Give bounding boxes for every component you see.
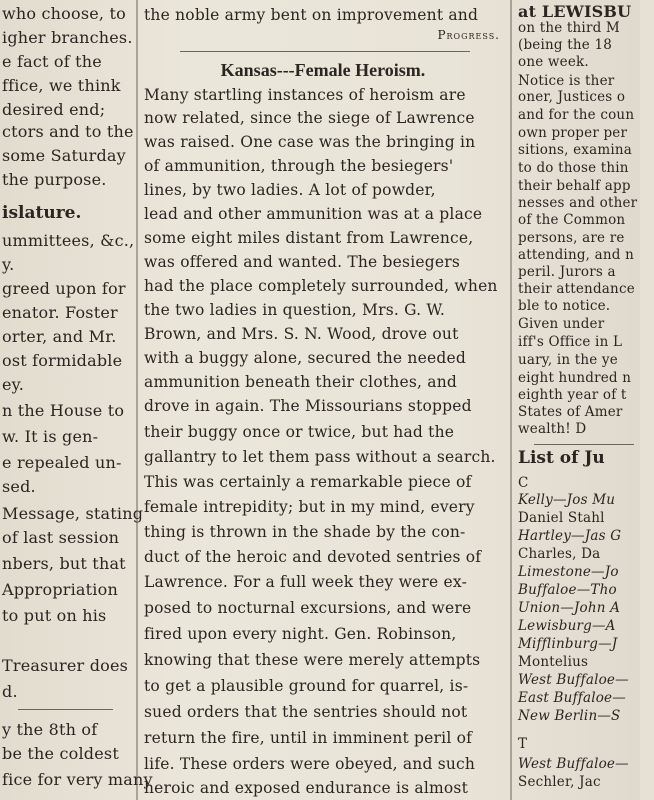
- text-line: ffice, we think: [2, 76, 121, 95]
- text-line: peril. Jurors a: [518, 264, 616, 280]
- text-line: Message, stating: [2, 504, 144, 523]
- text-line: on the third M: [518, 20, 620, 36]
- juror-line: Hartley—Jas G: [518, 528, 622, 544]
- text-line: oner, Justices o: [518, 89, 626, 105]
- juror-line: Union—John A: [518, 600, 621, 616]
- juror-line: Sechler, Jac: [518, 774, 601, 790]
- text-line: to do those thin: [518, 160, 629, 176]
- text-line: their attendance: [518, 281, 635, 297]
- column-rule: [510, 0, 512, 800]
- text-line: return the fire, until in imminent peril of: [144, 729, 473, 747]
- text-line: thing is thrown in the shade by the con-: [144, 523, 466, 541]
- text-line: Given under: [518, 316, 605, 332]
- text-line: their buggy once or twice, but had the: [144, 423, 455, 441]
- text-line: (being the 18: [518, 37, 613, 53]
- text-line: w. It is gen-: [2, 427, 99, 446]
- text-line: e repealed un-: [2, 453, 122, 472]
- text-line: nbers, but that: [2, 554, 126, 573]
- text-line: own proper per: [518, 125, 628, 141]
- text-line: now related, since the siege of Lawrence: [144, 109, 475, 127]
- text-line: T: [518, 736, 528, 752]
- text-line: duct of the heroic and devoted sentries of: [144, 548, 482, 566]
- text-line: fice for very many: [2, 770, 153, 789]
- juror-line: Mifflinburg—J: [518, 636, 618, 652]
- text-line: n the House to: [2, 401, 125, 420]
- text-line: with a buggy alone, secured the needed: [144, 349, 466, 367]
- text-line: to get a plausible ground for quarrel, is-: [144, 677, 469, 695]
- text-line: greed upon for: [2, 279, 126, 298]
- text-line: ctors and to the: [2, 122, 134, 141]
- text-line: ammunition beneath their clothes, and: [144, 373, 458, 391]
- text-line: Brown, and Mrs. S. N. Wood, drove out: [144, 325, 459, 343]
- text-line: y.: [2, 255, 15, 274]
- text-line: heroic and exposed endurance is almost: [144, 779, 469, 797]
- juror-line: Buffaloe—Tho: [518, 582, 617, 598]
- text-line: iff's Office in L: [518, 334, 623, 350]
- text-line: drove in again. The Missourians stopped: [144, 397, 472, 415]
- text-line: Appropriation: [2, 580, 118, 599]
- text-line: e fact of the: [2, 52, 102, 71]
- text-line: of ammunition, through the besiegers': [144, 157, 454, 175]
- text-line: ummittees, &c.,: [2, 231, 135, 250]
- text-line: one week.: [518, 54, 589, 70]
- text-line: eight hundred n: [518, 370, 632, 386]
- text-line: who choose, to: [2, 4, 126, 23]
- text-line: Many startling instances of heroism are: [144, 86, 466, 104]
- text-line: sed.: [2, 477, 36, 496]
- text-line: wealth! D: [518, 421, 587, 437]
- text-line: uary, in the ye: [518, 352, 618, 368]
- right-column: [514, 0, 654, 800]
- article-heading: Kansas---Female Heroism.: [220, 60, 426, 80]
- text-line: of the Common: [518, 212, 626, 228]
- section-heading: islature.: [2, 203, 82, 223]
- text-line: y the 8th of: [2, 720, 98, 739]
- text-line: was raised. One case was the bringing in: [144, 133, 476, 151]
- text-line: This was certainly a remarkable piece of: [144, 473, 472, 491]
- text-line: enator. Foster: [2, 303, 118, 322]
- section-heading: List of Ju: [518, 448, 605, 468]
- text-line: ey.: [2, 375, 25, 394]
- middle-column: [140, 0, 506, 800]
- text-line: nesses and other: [518, 195, 638, 211]
- text-line: Treasurer does: [2, 656, 129, 675]
- text-line: knowing that these were merely attempts: [144, 651, 481, 669]
- article-divider: [180, 51, 470, 52]
- text-line: lines, by two ladies. A lot of powder,: [144, 181, 436, 199]
- text-line: their behalf app: [518, 178, 631, 194]
- text-line: the purpose.: [2, 170, 107, 189]
- left-column: [0, 0, 153, 800]
- text-line: eighth year of t: [518, 387, 627, 403]
- text-line: was offered and wanted. The besiegers: [144, 253, 460, 271]
- text-line: and for the coun: [518, 107, 635, 123]
- text-line: had the place completely surrounded, when: [144, 277, 498, 295]
- text-line: igher branches.: [2, 28, 133, 47]
- text-line: be the coldest: [2, 744, 119, 763]
- text-line: the two ladies in question, Mrs. G. W.: [144, 301, 445, 319]
- text-line: some eight miles distant from Lawrence,: [144, 229, 474, 247]
- text-line: gallantry to let them pass without a search.: [144, 448, 496, 466]
- juror-line: East Buffaloe—: [518, 690, 626, 706]
- juror-line: Charles, Da: [518, 546, 601, 562]
- juror-line: Lewisburg—A: [518, 618, 616, 634]
- juror-line: West Buffaloe—: [518, 672, 629, 688]
- juror-line: Kelly—Jos Mu: [518, 492, 616, 508]
- text-line: desired end;: [2, 100, 106, 119]
- section-divider: [534, 444, 634, 445]
- signature: Progress.: [437, 28, 500, 42]
- juror-line: Montelius: [518, 654, 589, 670]
- text-line: C: [518, 475, 529, 491]
- text-line: States of Amer: [518, 404, 623, 420]
- text-line: Notice is ther: [518, 73, 615, 89]
- juror-line: New Berlin—S: [518, 708, 621, 724]
- text-line: sued orders that the sentries should not: [144, 703, 468, 721]
- text-line: sitions, examina: [518, 142, 633, 158]
- text-line: persons, are re: [518, 230, 625, 246]
- text-line: Lawrence. For a full week they were ex-: [144, 573, 468, 591]
- section-divider: [18, 709, 113, 710]
- text-line: the noble army bent on improvement and: [144, 6, 479, 24]
- text-line: to put on his: [2, 606, 107, 625]
- juror-line: Daniel Stahl: [518, 510, 605, 526]
- text-line: ost formidable: [2, 351, 123, 370]
- text-line: orter, and Mr.: [2, 327, 117, 346]
- text-line: posed to nocturnal excursions, and were: [144, 599, 472, 617]
- text-line: some Saturday: [2, 146, 126, 165]
- text-line: at LEWISBU: [518, 2, 632, 21]
- text-line: lead and other ammunition was at a place: [144, 205, 483, 223]
- column-rule: [136, 0, 138, 800]
- text-line: d.: [2, 682, 18, 701]
- juror-line: West Buffaloe—: [518, 756, 629, 772]
- text-line: of last session: [2, 528, 120, 547]
- text-line: female intrepidity; but in my mind, every: [144, 498, 475, 516]
- juror-line: Limestone—Jo: [518, 564, 619, 580]
- text-line: ble to notice.: [518, 298, 611, 314]
- text-line: life. These orders were obeyed, and such: [144, 755, 476, 773]
- text-line: attending, and n: [518, 247, 635, 263]
- text-line: fired upon every night. Gen. Robinson,: [144, 625, 457, 643]
